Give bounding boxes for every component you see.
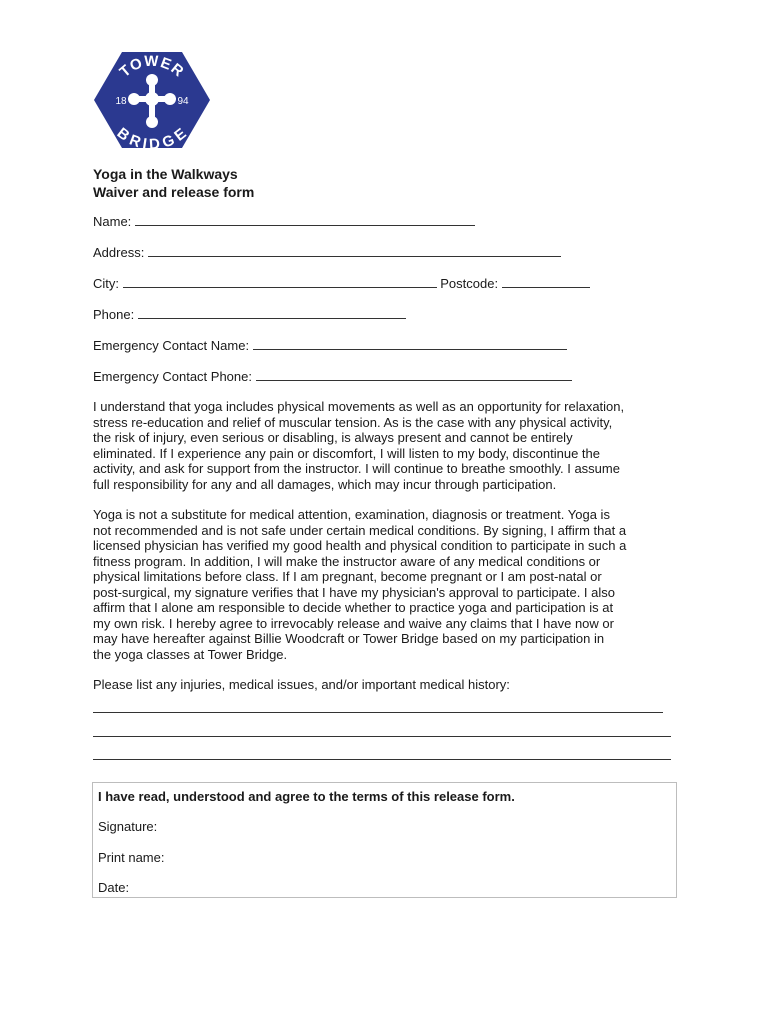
phone-label: Phone:: [93, 307, 135, 322]
emergency-name-field: [93, 338, 567, 354]
logo-bottom-text: BRIDGE: [113, 124, 191, 150]
tower-bridge-logo: [92, 50, 212, 150]
address-line[interactable]: [148, 245, 561, 257]
emergency-phone-label: Emergency Contact Phone:: [93, 369, 252, 384]
city-field: [93, 276, 590, 292]
date-label: Date:: [98, 880, 130, 895]
logo-year-left: 18: [115, 96, 127, 107]
title-line-1: Yoga in the Walkways: [93, 166, 238, 182]
agreement-statement: I have read, understood and agree to the terms of this release form.: [98, 789, 515, 804]
form-title: [93, 165, 254, 201]
medical-history-prompt: Please list any injuries, medical issues, and/or important medical history:: [93, 677, 510, 692]
name-field: [93, 214, 475, 230]
address-label: Address:: [93, 245, 145, 260]
phone-line[interactable]: [138, 307, 406, 319]
postcode-label: Postcode:: [440, 276, 499, 291]
emergency-phone-field: [93, 369, 572, 385]
address-field: [93, 245, 561, 261]
name-label: Name:: [93, 214, 132, 229]
city-line[interactable]: [123, 276, 437, 288]
logo-top-text: TOWER: [116, 52, 188, 81]
medical-history-line-1[interactable]: [93, 712, 663, 713]
postcode-line[interactable]: [502, 276, 590, 288]
medical-history-line-3[interactable]: [93, 759, 671, 760]
print-name-label: Print name:: [98, 850, 165, 865]
emergency-name-line[interactable]: [253, 338, 567, 350]
medical-history-line-2[interactable]: [93, 736, 671, 737]
agreement-box: [92, 782, 677, 898]
title-line-2: Waiver and release form: [93, 184, 255, 200]
emergency-phone-line[interactable]: [256, 369, 572, 381]
phone-field: [93, 307, 406, 323]
emergency-name-label: Emergency Contact Name:: [93, 338, 250, 353]
signature-label: Signature:: [98, 819, 158, 834]
medical-paragraph: Yoga is not a substitute for medical attention, examination, diagnosis or treatment. Yoga is not recommended and is not safe under certain medical conditions. By signing, I affirm that a licensed physician has verified my good health and physical condition to participate in such a fitness program. In addition, I will make the instructor aware of any medical conditions or physical limitations before class. If I am pregnant, become pregnant or I am post-natal or post-surgical, my signature verifies that I have my physician's approval to participate. I also affirm that I alone am responsible to decide whether to practice yoga and participation is at my own risk. I hereby agree to irrevocably release and waive any claims that I have now or may have hereafter against Billie Woodcraft or Tower Bridge based on my participation in the yoga classes at Tower Bridge.: [93, 507, 627, 662]
name-line[interactable]: [135, 214, 475, 226]
risk-paragraph: I understand that yoga includes physical movements as well as an opportunity for relaxation, stress re-education and relief of muscular tension. As is the case with any physical activity, the risk of injury, even serious or disabling, is always present and cannot be entirely eliminated. If I experience any pain or discomfort, I will listen to my body, discontinue the activity, and ask for support from the instructor. I will continue to breathe smoothly. I assume full responsibility for any and all damages, which may incur through participation.: [93, 399, 625, 492]
logo-year-right: 94: [177, 96, 189, 107]
city-label: City:: [93, 276, 119, 291]
